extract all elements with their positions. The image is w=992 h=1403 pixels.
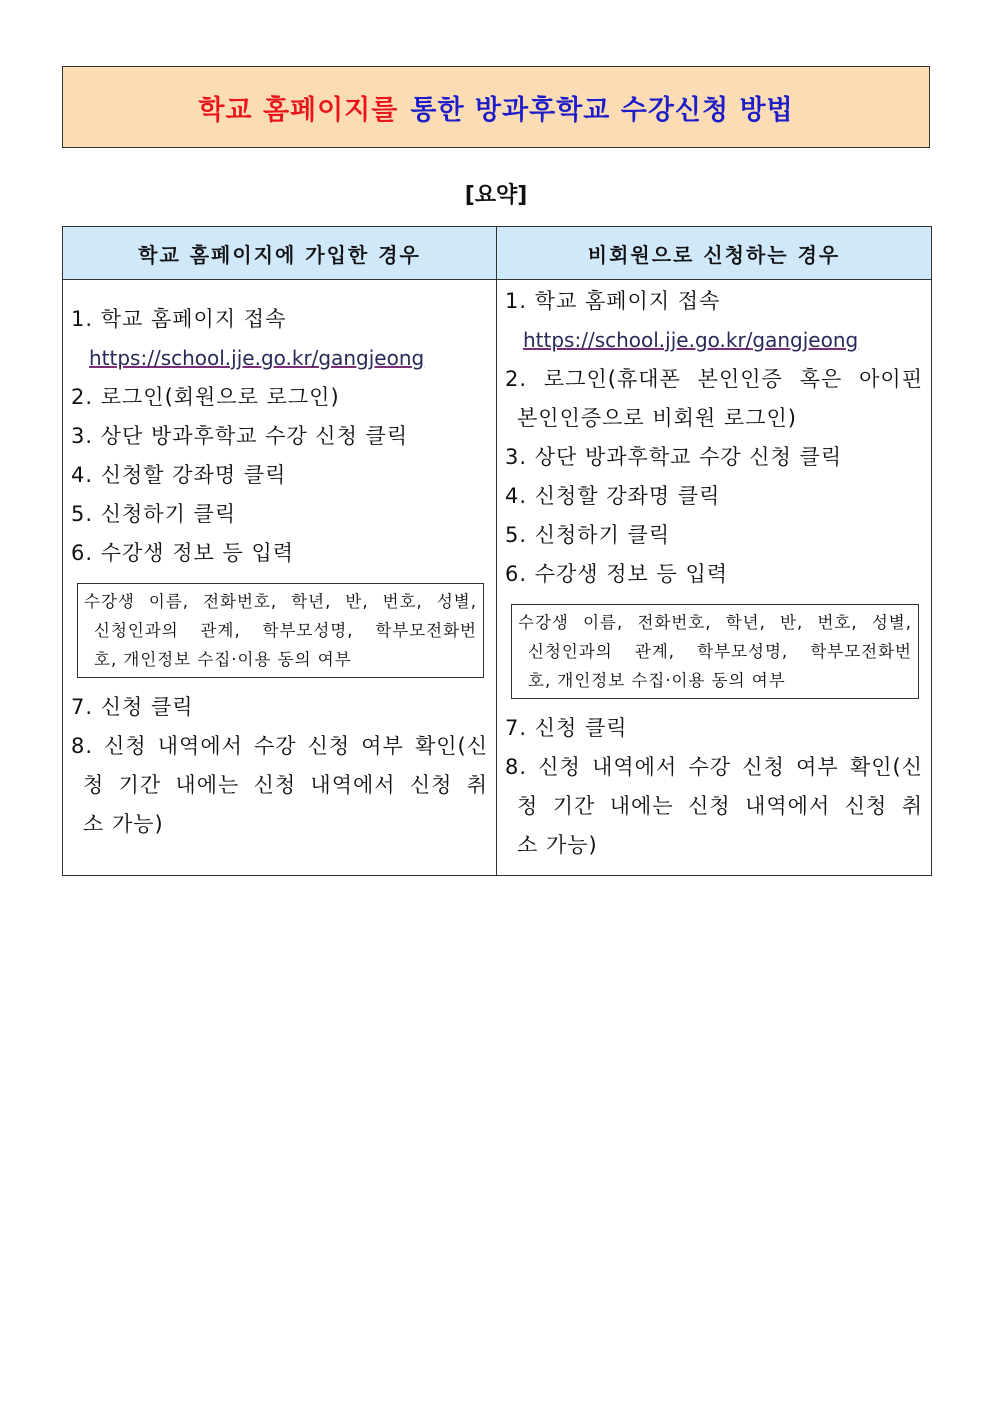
member-info-box [77, 583, 484, 678]
member-steps-cell [63, 280, 497, 876]
title-highlight-blue: 통한 방과후학교 수강신청 방법 [410, 94, 794, 126]
member-step-8-line-1: 8. 신청 내역에서 수강 신청 여부 확인(신 [71, 734, 488, 758]
non-member-step-8-line-3: 소 가능) [517, 833, 598, 857]
member-step-6: 6. 수강생 정보 등 입력 [71, 541, 295, 565]
header-member: 학교 홈페이지에 가입한 경우 [63, 227, 497, 280]
member-step-8-line-2: 청 기간 내에는 신청 내역에서 신청 취 [83, 773, 488, 797]
non-member-info-box [511, 604, 919, 699]
non-member-step-4: 4. 신청할 강좌명 클릭 [505, 484, 721, 508]
member-step-7: 7. 신청 클릭 [71, 695, 194, 719]
title-highlight-red: 학교 홈페이지를 [198, 94, 399, 126]
non-member-step-5: 5. 신청하기 클릭 [505, 523, 671, 547]
header-non-member: 비회원으로 신청하는 경우 [497, 227, 932, 280]
non-member-info-line-2: 신청인과의 관계, 학부모성명, 학부모전화번 [528, 642, 912, 661]
non-member-info-line-3: 호, 개인정보 수집·이용 동의 여부 [528, 671, 786, 690]
member-step-1: 1. 학교 홈페이지 접속 [71, 307, 287, 331]
non-member-step-8-line-1: 8. 신청 내역에서 수강 신청 여부 확인(신 [505, 755, 923, 779]
member-step-8-line-3: 소 가능) [83, 812, 164, 836]
member-info-line-1: 수강생 이름, 전화번호, 학년, 반, 번호, 성별, [84, 592, 477, 611]
non-member-step-6: 6. 수강생 정보 등 입력 [505, 562, 729, 586]
document-title [62, 66, 930, 148]
instruction-table [62, 226, 932, 876]
member-step-5: 5. 신청하기 클릭 [71, 502, 237, 526]
non-member-step-2-line-2: 본인인증으로 비회원 로그인) [517, 406, 797, 430]
non-member-step-2-line-1: 2. 로그인(휴대폰 본인인증 혹은 아이핀 [505, 367, 923, 391]
non-member-step-8-line-2: 청 기간 내에는 신청 내역에서 신청 취 [517, 794, 923, 818]
summary-label: [요약] [464, 183, 528, 208]
non-member-info-line-1: 수강생 이름, 전화번호, 학년, 반, 번호, 성별, [518, 613, 912, 632]
member-info-line-3: 호, 개인정보 수집·이용 동의 여부 [94, 650, 352, 669]
non-member-step-7: 7. 신청 클릭 [505, 716, 628, 740]
non-member-homepage-link[interactable]: https://school.jje.go.kr/gangjeong [523, 328, 859, 352]
non-member-step-3: 3. 상단 방과후학교 수강 신청 클릭 [505, 445, 843, 469]
member-step-2: 2. 로그인(회원으로 로그인) [71, 385, 340, 409]
member-step-4: 4. 신청할 강좌명 클릭 [71, 463, 287, 487]
member-step-3: 3. 상단 방과후학교 수강 신청 클릭 [71, 424, 409, 448]
non-member-step-1: 1. 학교 홈페이지 접속 [505, 289, 721, 313]
member-info-line-2: 신청인과의 관계, 학부모성명, 학부모전화번 [94, 621, 477, 640]
non-member-steps-cell [497, 280, 932, 876]
member-homepage-link[interactable]: https://school.jje.go.kr/gangjeong [89, 346, 425, 370]
